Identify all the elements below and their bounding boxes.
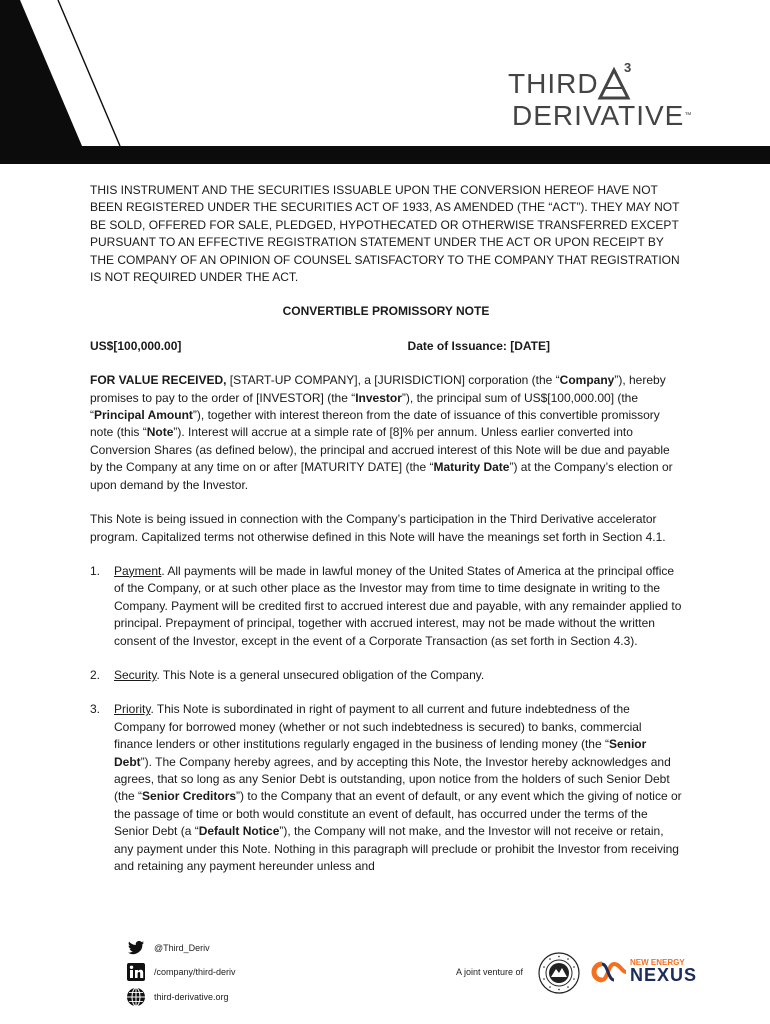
rocky-mountain-institute-seal (538, 952, 580, 994)
program-paragraph: This Note is being issued in connection with the Company’s participation in the Third Derivative accelerator program. Capitalized terms not otherwise defined in this Note will have the meanings set forth in Section 4.1. (90, 512, 666, 544)
delta-cubed-icon (594, 58, 636, 100)
logo-word-derivative-text: DERIVATIVE (512, 100, 685, 131)
section-text-security: . This Note is a general unsecured obligation of the Company. (156, 667, 485, 682)
intro-paragraph (90, 372, 682, 494)
joint-venture-label: A joint venture of (456, 967, 524, 977)
term-investor: Investor (355, 390, 402, 405)
linkedin-path: /company/third-deriv (154, 967, 236, 977)
issuance-date: Date of Issuance: [DATE] (407, 338, 550, 353)
new-energy-nexus-logo (588, 958, 698, 986)
intro-text-1: [START-UP COMPANY], a [JURISDICTION] corporation (the “ (226, 373, 560, 388)
securities-legend: THIS INSTRUMENT AND THE SECURITIES ISSUABLE UPON THE CONVERSION HEREOF HAVE NOT BEEN REGISTERED UNDER THE SECURITIES ACT OF 1933, AS AMENDED (THE “ACT”). THEY MAY NOT BE SOLD, OFFERED FOR SALE, PLEDGED, HYPOTHECATED OR OTHERWISE TRANSFERRED EXCEPT PURSUANT TO AN EFFECTIVE REGISTRATION STATEMENT UNDER THE ACT OR UPON RECEIPT BY THE COMPANY OF AN OPINION OF COUNSEL SATISFACTORY TO THE COMPANY THAT REGISTRATION IS NOT REQUIRED UNDER THE ACT. (90, 183, 680, 285)
twitter-icon (126, 938, 146, 958)
section-text-priority-3: ”) to the Company that an event of default, or any event which the giving of notice or the passage of time or both would constitute an event of default, has occurred under the terms of the Senior Debt (a “ (114, 789, 682, 839)
intro-text-2: ”), hereby promises to pay to the order of [INVESTOR] (the “ (90, 373, 666, 405)
term-senior-creditors: Senior Creditors (142, 789, 237, 804)
globe-icon (126, 987, 146, 1007)
page-footer (0, 930, 770, 1024)
term-company: Company (559, 373, 615, 388)
logo-trademark: ™ (684, 112, 693, 119)
term-maturity-date: Maturity Date (433, 460, 510, 475)
header-bar (0, 146, 770, 164)
term-principal-amount: Principal Amount (94, 408, 193, 423)
section-heading-priority: Priority (114, 702, 151, 717)
section-payment (90, 563, 682, 650)
amount-date-row (90, 338, 682, 355)
section-number: 2. (90, 667, 101, 682)
principal-amount: US$[100,000.00] (90, 338, 182, 353)
intro-text-6: ”) at the Company’s election or upon demand by the Investor. (90, 460, 673, 492)
nexus-text: NEXUS (630, 965, 698, 985)
section-priority (90, 701, 682, 875)
section-heading-security: Security (114, 667, 157, 682)
section-security (90, 667, 682, 684)
linkedin-link[interactable] (126, 962, 236, 982)
intro-lead: FOR VALUE RECEIVED, (90, 373, 227, 388)
sections-list (90, 563, 682, 876)
linkedin-icon (126, 962, 146, 982)
section-text-priority-2: ”). The Company hereby agrees, and by accepting this Note, the Investor hereby acknowledges and agrees, that so long as any Senior Debt is outstanding, upon notice from the holders of such Senior Debt (the “ (114, 754, 671, 804)
website-link[interactable] (126, 987, 229, 1007)
twitter-link[interactable] (126, 938, 210, 958)
intro-text-5: ”). Interest will accrue at a simple rate of [8]% per annum. Unless earlier converted into Conversion Shares (as defined below), the principal and accrued interest of this Note will be due and payable by the Company at any time on or after [MATURITY DATE] (the “ (90, 425, 670, 475)
section-heading-payment: Payment (114, 563, 162, 578)
intro-text-3: ”), the principal sum of US$[100,000.00] (the “ (90, 390, 639, 423)
new-energy-text: NEW ENERGY (630, 958, 685, 967)
logo-word-derivative (512, 102, 692, 130)
new-energy-nexus-mark-icon (588, 960, 628, 984)
website-url: third-derivative.org (154, 992, 229, 1002)
term-default-notice: Default Notice (198, 824, 280, 839)
twitter-handle: @Third_Deriv (154, 943, 210, 953)
term-senior-debt: Senior Debt (114, 737, 647, 769)
intro-text-4: ”), together with interest thereon from the date of issuance of this convertible promissory note (this “ (90, 408, 660, 440)
section-text-payment: . All payments will be made in lawful money of the United States of America at the principal office of the Company, or at such other place as the Investor may from time to time designate in writing to the Company. Payment will be credited first to accrued interest due and payable, with any remainder applied to principal. Prepayment of principal, together with accrued interest, may not be made without the written consent of the Investor, except in the event of a Corporate Transaction (as set forth in Section 4.3). (114, 563, 682, 648)
document-body (90, 182, 682, 892)
document-title: CONVERTIBLE PROMISSORY NOTE (282, 304, 490, 319)
logo-superscript: 3 (624, 60, 632, 75)
term-note: Note (146, 425, 174, 440)
third-derivative-logo (508, 58, 693, 131)
section-number: 3. (90, 702, 101, 717)
section-text-priority-4: ”), the Company will not make, and the Investor will not receive or retain, any payment under this Note. Nothing in this paragraph will preclude or prohibit the Investor from receiving and retaining any payment hereunder unless and (114, 824, 679, 873)
logo-word-third: THIRD (508, 68, 599, 99)
section-text-priority-1: . This Note is subordinated in right of payment to all current and future indebtedness of the Company for borrowed money (whether or not such indebtedness is secured) to banks, commercial finance lenders or other institutions regularly engaged in the business of lending money (the “ (114, 702, 642, 752)
section-number: 1. (90, 563, 101, 578)
